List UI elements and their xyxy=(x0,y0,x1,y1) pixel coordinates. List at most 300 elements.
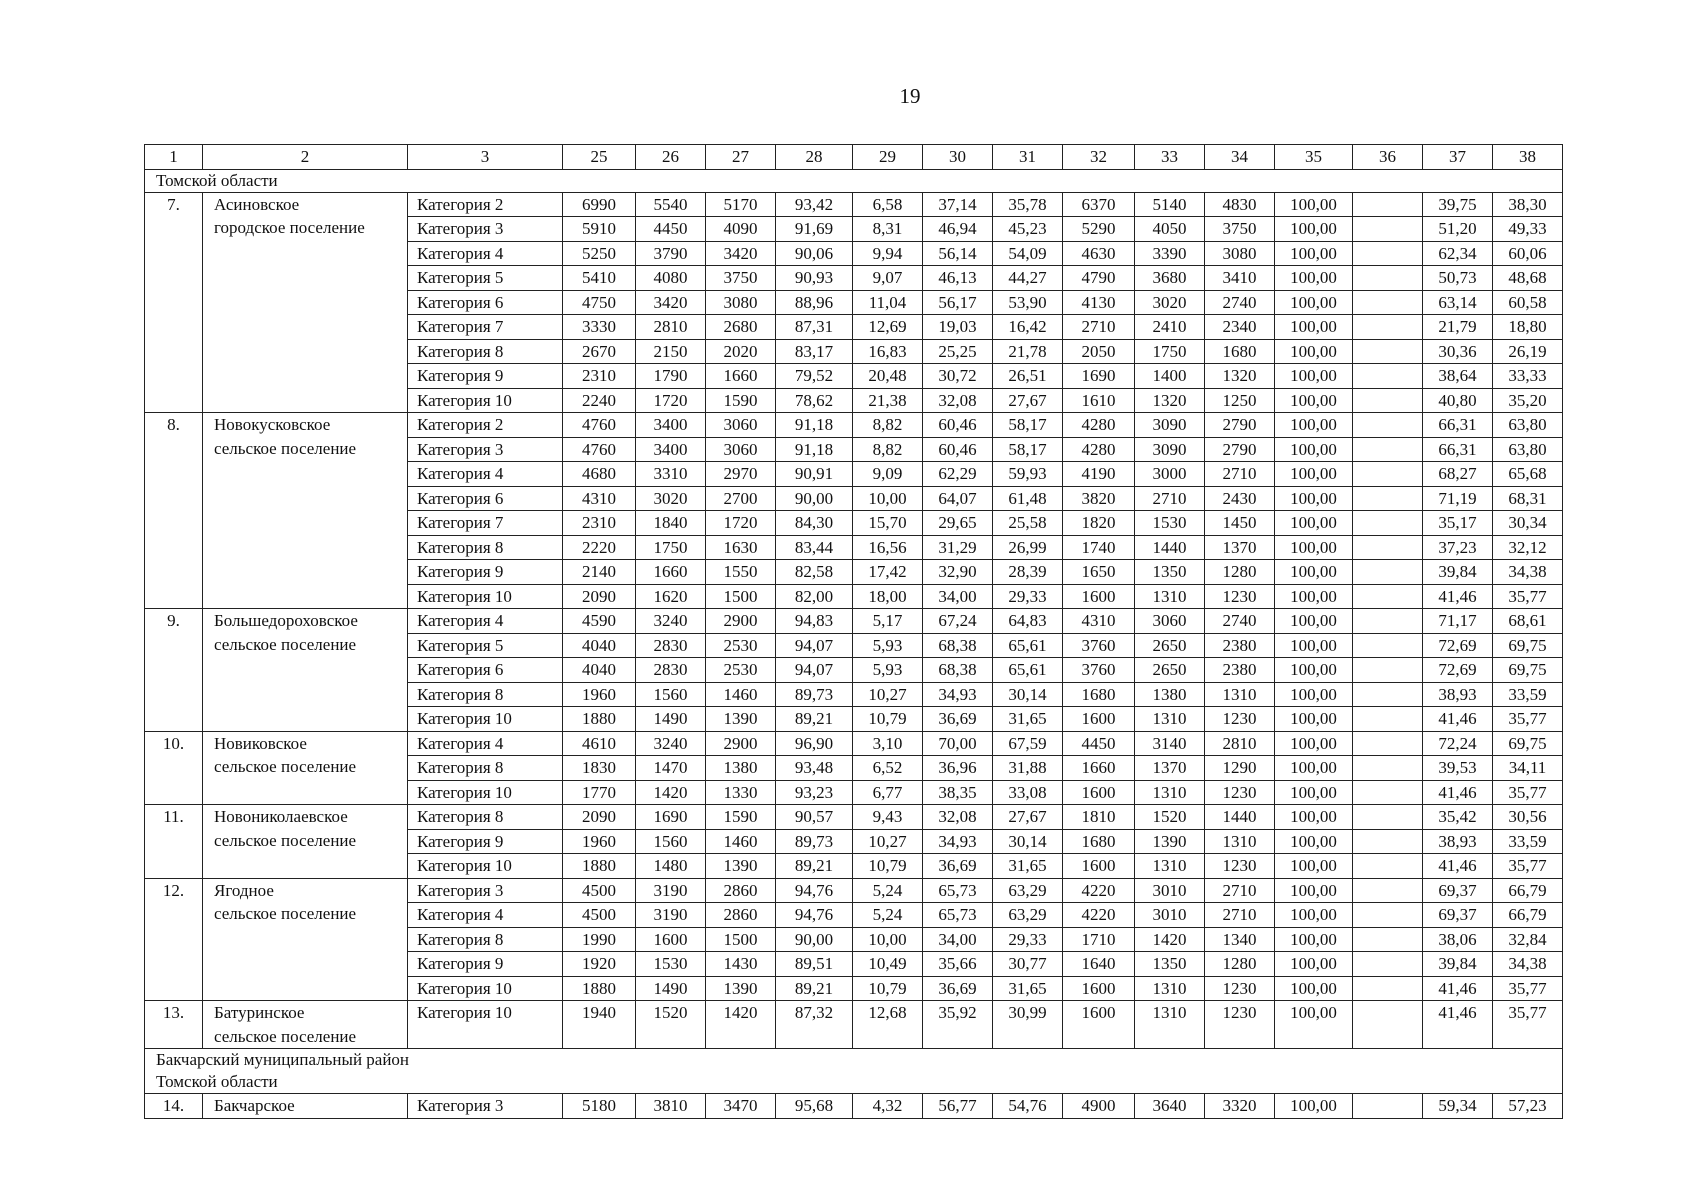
value-cell: 38,30 xyxy=(1493,192,1563,217)
value-cell: 65,61 xyxy=(993,658,1063,683)
value-cell: 59,34 xyxy=(1423,1094,1493,1119)
value-cell: 90,06 xyxy=(776,241,853,266)
category-cell: Категория 8 xyxy=(408,927,563,952)
value-cell: 25,25 xyxy=(923,339,993,364)
value-cell: 3820 xyxy=(1063,486,1135,511)
value-cell: 1880 xyxy=(563,976,636,1001)
value-cell: 100,00 xyxy=(1275,511,1353,536)
value-cell: 1290 xyxy=(1205,756,1275,781)
value-cell: 4280 xyxy=(1063,413,1135,438)
value-cell: 1530 xyxy=(636,952,706,977)
value-cell xyxy=(1353,388,1423,413)
value-cell: 4450 xyxy=(1063,731,1135,756)
value-cell: 2380 xyxy=(1205,658,1275,683)
value-cell xyxy=(1353,584,1423,609)
value-cell: 2670 xyxy=(563,339,636,364)
value-cell: 1370 xyxy=(1205,535,1275,560)
value-cell: 3060 xyxy=(1135,609,1205,634)
value-cell xyxy=(1353,633,1423,658)
value-cell: 4590 xyxy=(563,609,636,634)
value-cell: 2740 xyxy=(1205,609,1275,634)
value-cell: 3410 xyxy=(1205,266,1275,291)
value-cell: 2740 xyxy=(1205,290,1275,315)
value-cell: 89,21 xyxy=(776,707,853,732)
value-cell: 33,59 xyxy=(1493,682,1563,707)
value-cell: 56,17 xyxy=(923,290,993,315)
value-cell: 1490 xyxy=(636,976,706,1001)
value-cell: 1600 xyxy=(1063,584,1135,609)
value-cell: 1880 xyxy=(563,854,636,879)
value-cell: 4450 xyxy=(636,217,706,242)
value-cell: 37,23 xyxy=(1423,535,1493,560)
value-cell: 2710 xyxy=(1063,315,1135,340)
value-cell xyxy=(1353,1001,1423,1049)
value-cell xyxy=(1353,658,1423,683)
value-cell: 39,84 xyxy=(1423,952,1493,977)
value-cell: 2090 xyxy=(563,805,636,830)
value-cell: 35,92 xyxy=(923,1001,993,1049)
value-cell: 1600 xyxy=(1063,780,1135,805)
value-cell: 2090 xyxy=(563,584,636,609)
value-cell: 2530 xyxy=(706,633,776,658)
value-cell: 90,93 xyxy=(776,266,853,291)
value-cell xyxy=(1353,560,1423,585)
value-cell: 90,57 xyxy=(776,805,853,830)
value-cell: 10,00 xyxy=(853,486,923,511)
value-cell xyxy=(1353,339,1423,364)
column-number-header: 2 xyxy=(203,145,408,170)
data-table xyxy=(144,144,1563,1119)
value-cell: 1520 xyxy=(636,1001,706,1049)
value-cell: 100,00 xyxy=(1275,780,1353,805)
category-cell: Категория 9 xyxy=(408,364,563,389)
value-cell: 3810 xyxy=(636,1094,706,1119)
value-cell: 31,65 xyxy=(993,976,1063,1001)
value-cell: 17,42 xyxy=(853,560,923,585)
value-cell xyxy=(1353,805,1423,830)
value-cell: 4220 xyxy=(1063,903,1135,928)
value-cell: 48,68 xyxy=(1493,266,1563,291)
value-cell: 21,79 xyxy=(1423,315,1493,340)
value-cell: 94,83 xyxy=(776,609,853,634)
value-cell: 4680 xyxy=(563,462,636,487)
value-cell: 70,00 xyxy=(923,731,993,756)
value-cell: 56,14 xyxy=(923,241,993,266)
value-cell: 1430 xyxy=(706,952,776,977)
category-cell: Категория 3 xyxy=(408,217,563,242)
settlement-number: 14. xyxy=(145,1094,203,1119)
value-cell: 1310 xyxy=(1135,780,1205,805)
category-cell: Категория 6 xyxy=(408,658,563,683)
category-cell: Категория 5 xyxy=(408,633,563,658)
value-cell: 3060 xyxy=(706,437,776,462)
value-cell: 3080 xyxy=(1205,241,1275,266)
value-cell: 1820 xyxy=(1063,511,1135,536)
value-cell: 1960 xyxy=(563,682,636,707)
value-cell: 100,00 xyxy=(1275,952,1353,977)
value-cell: 1390 xyxy=(706,707,776,732)
value-cell: 100,00 xyxy=(1275,756,1353,781)
value-cell: 3750 xyxy=(1205,217,1275,242)
value-cell: 68,38 xyxy=(923,658,993,683)
value-cell: 1600 xyxy=(1063,1001,1135,1049)
value-cell: 2650 xyxy=(1135,658,1205,683)
value-cell: 4280 xyxy=(1063,437,1135,462)
value-cell: 29,33 xyxy=(993,927,1063,952)
value-cell: 100,00 xyxy=(1275,388,1353,413)
value-cell: 36,69 xyxy=(923,854,993,879)
value-cell: 5140 xyxy=(1135,192,1205,217)
value-cell: 3010 xyxy=(1135,903,1205,928)
value-cell: 69,75 xyxy=(1493,633,1563,658)
value-cell: 9,09 xyxy=(853,462,923,487)
category-cell: Категория 2 xyxy=(408,192,563,217)
value-cell: 2380 xyxy=(1205,633,1275,658)
value-cell: 1460 xyxy=(706,829,776,854)
value-cell: 30,14 xyxy=(993,829,1063,854)
value-cell: 41,46 xyxy=(1423,976,1493,1001)
value-cell: 5170 xyxy=(706,192,776,217)
value-cell: 100,00 xyxy=(1275,315,1353,340)
column-number-header: 36 xyxy=(1353,145,1423,170)
value-cell: 34,38 xyxy=(1493,952,1563,977)
region-row xyxy=(145,1049,1563,1094)
value-cell: 4080 xyxy=(636,266,706,291)
table-row xyxy=(145,805,1563,830)
value-cell xyxy=(1353,976,1423,1001)
value-cell: 2900 xyxy=(706,609,776,634)
value-cell: 3680 xyxy=(1135,266,1205,291)
value-cell: 1310 xyxy=(1135,854,1205,879)
settlement-name-line: Ягодное xyxy=(214,880,274,900)
value-cell: 12,68 xyxy=(853,1001,923,1049)
value-cell: 60,58 xyxy=(1493,290,1563,315)
value-cell: 2310 xyxy=(563,364,636,389)
value-cell: 35,77 xyxy=(1493,584,1563,609)
value-cell: 4750 xyxy=(563,290,636,315)
value-cell: 1450 xyxy=(1205,511,1275,536)
value-cell: 64,07 xyxy=(923,486,993,511)
settlement-number: 12. xyxy=(145,878,203,1001)
region-row xyxy=(145,169,1563,192)
value-cell: 90,91 xyxy=(776,462,853,487)
value-cell: 5410 xyxy=(563,266,636,291)
value-cell: 100,00 xyxy=(1275,633,1353,658)
value-cell: 20,48 xyxy=(853,364,923,389)
value-cell: 54,09 xyxy=(993,241,1063,266)
value-cell: 2810 xyxy=(1205,731,1275,756)
value-cell: 2340 xyxy=(1205,315,1275,340)
value-cell xyxy=(1353,535,1423,560)
value-cell: 2710 xyxy=(1135,486,1205,511)
value-cell: 2900 xyxy=(706,731,776,756)
value-cell xyxy=(1353,609,1423,634)
settlement-name xyxy=(203,805,408,879)
value-cell: 60,46 xyxy=(923,437,993,462)
table-row xyxy=(145,731,1563,756)
value-cell: 2830 xyxy=(636,658,706,683)
value-cell: 63,29 xyxy=(993,903,1063,928)
value-cell: 64,83 xyxy=(993,609,1063,634)
category-cell: Категория 10 xyxy=(408,707,563,732)
settlement-name-line: Бакчарское xyxy=(214,1096,295,1115)
value-cell: 34,38 xyxy=(1493,560,1563,585)
value-cell: 1230 xyxy=(1205,976,1275,1001)
value-cell: 1230 xyxy=(1205,854,1275,879)
value-cell: 4,32 xyxy=(853,1094,923,1119)
column-number-header: 28 xyxy=(776,145,853,170)
value-cell: 3420 xyxy=(636,290,706,315)
category-cell: Категория 7 xyxy=(408,315,563,340)
value-cell: 100,00 xyxy=(1275,658,1353,683)
value-cell: 4130 xyxy=(1063,290,1135,315)
value-cell: 100,00 xyxy=(1275,584,1353,609)
value-cell: 100,00 xyxy=(1275,927,1353,952)
value-cell: 38,93 xyxy=(1423,682,1493,707)
value-cell: 38,64 xyxy=(1423,364,1493,389)
value-cell: 93,42 xyxy=(776,192,853,217)
value-cell: 2220 xyxy=(563,535,636,560)
value-cell: 16,42 xyxy=(993,315,1063,340)
value-cell xyxy=(1353,511,1423,536)
value-cell: 28,39 xyxy=(993,560,1063,585)
value-cell: 31,29 xyxy=(923,535,993,560)
value-cell xyxy=(1353,1094,1423,1119)
value-cell: 83,44 xyxy=(776,535,853,560)
value-cell: 1960 xyxy=(563,829,636,854)
table-row xyxy=(145,609,1563,634)
value-cell: 3400 xyxy=(636,437,706,462)
value-cell: 68,27 xyxy=(1423,462,1493,487)
value-cell: 3080 xyxy=(706,290,776,315)
value-cell xyxy=(1353,192,1423,217)
table-row xyxy=(145,1094,1563,1119)
value-cell: 37,14 xyxy=(923,192,993,217)
settlement-name xyxy=(203,878,408,1001)
value-cell: 6,52 xyxy=(853,756,923,781)
column-number-header: 30 xyxy=(923,145,993,170)
value-cell: 29,33 xyxy=(993,584,1063,609)
value-cell: 1230 xyxy=(1205,1001,1275,1049)
settlement-number: 10. xyxy=(145,731,203,805)
value-cell: 100,00 xyxy=(1275,413,1353,438)
value-cell: 38,06 xyxy=(1423,927,1493,952)
value-cell: 83,17 xyxy=(776,339,853,364)
value-cell: 21,38 xyxy=(853,388,923,413)
value-cell xyxy=(1353,731,1423,756)
value-cell: 10,49 xyxy=(853,952,923,977)
value-cell: 46,94 xyxy=(923,217,993,242)
value-cell: 27,67 xyxy=(993,805,1063,830)
value-cell: 4610 xyxy=(563,731,636,756)
value-cell: 32,12 xyxy=(1493,535,1563,560)
value-cell: 1610 xyxy=(1063,388,1135,413)
settlement-name xyxy=(203,413,408,609)
value-cell: 31,65 xyxy=(993,854,1063,879)
value-cell: 100,00 xyxy=(1275,707,1353,732)
value-cell: 100,00 xyxy=(1275,192,1353,217)
value-cell xyxy=(1353,927,1423,952)
category-cell: Категория 8 xyxy=(408,756,563,781)
value-cell: 1640 xyxy=(1063,952,1135,977)
value-cell: 1620 xyxy=(636,584,706,609)
value-cell: 3790 xyxy=(636,241,706,266)
column-number-header: 27 xyxy=(706,145,776,170)
category-cell: Категория 10 xyxy=(408,780,563,805)
value-cell: 1390 xyxy=(1135,829,1205,854)
settlement-name xyxy=(203,731,408,805)
value-cell: 6370 xyxy=(1063,192,1135,217)
value-cell: 63,14 xyxy=(1423,290,1493,315)
value-cell: 100,00 xyxy=(1275,805,1353,830)
value-cell: 35,17 xyxy=(1423,511,1493,536)
value-cell: 2150 xyxy=(636,339,706,364)
value-cell: 26,19 xyxy=(1493,339,1563,364)
value-cell: 2650 xyxy=(1135,633,1205,658)
value-cell xyxy=(1353,413,1423,438)
value-cell: 1350 xyxy=(1135,560,1205,585)
category-cell: Категория 4 xyxy=(408,731,563,756)
value-cell: 2970 xyxy=(706,462,776,487)
value-cell: 89,21 xyxy=(776,976,853,1001)
value-cell: 79,52 xyxy=(776,364,853,389)
value-cell: 68,31 xyxy=(1493,486,1563,511)
value-cell: 40,80 xyxy=(1423,388,1493,413)
value-cell: 3190 xyxy=(636,878,706,903)
value-cell: 59,93 xyxy=(993,462,1063,487)
category-cell: Категория 10 xyxy=(408,976,563,1001)
value-cell: 5540 xyxy=(636,192,706,217)
value-cell: 5,17 xyxy=(853,609,923,634)
value-cell: 1710 xyxy=(1063,927,1135,952)
value-cell: 30,99 xyxy=(993,1001,1063,1049)
category-cell: Категория 4 xyxy=(408,609,563,634)
value-cell: 1680 xyxy=(1063,682,1135,707)
value-cell xyxy=(1353,364,1423,389)
value-cell: 3000 xyxy=(1135,462,1205,487)
category-cell: Категория 10 xyxy=(408,1001,563,1049)
value-cell: 100,00 xyxy=(1275,976,1353,1001)
value-cell: 69,75 xyxy=(1493,731,1563,756)
value-cell: 1770 xyxy=(563,780,636,805)
value-cell: 49,33 xyxy=(1493,217,1563,242)
value-cell: 1660 xyxy=(1063,756,1135,781)
value-cell: 19,03 xyxy=(923,315,993,340)
value-cell: 34,93 xyxy=(923,682,993,707)
value-cell: 100,00 xyxy=(1275,364,1353,389)
value-cell: 5,93 xyxy=(853,633,923,658)
value-cell: 1390 xyxy=(706,854,776,879)
value-cell: 8,31 xyxy=(853,217,923,242)
value-cell: 33,08 xyxy=(993,780,1063,805)
value-cell: 1590 xyxy=(706,388,776,413)
table-row xyxy=(145,192,1563,217)
value-cell: 5910 xyxy=(563,217,636,242)
value-cell: 5250 xyxy=(563,241,636,266)
category-cell: Категория 8 xyxy=(408,535,563,560)
value-cell xyxy=(1353,462,1423,487)
category-cell: Категория 4 xyxy=(408,903,563,928)
value-cell: 67,59 xyxy=(993,731,1063,756)
value-cell: 93,48 xyxy=(776,756,853,781)
value-cell: 4900 xyxy=(1063,1094,1135,1119)
value-cell: 95,68 xyxy=(776,1094,853,1119)
value-cell: 27,67 xyxy=(993,388,1063,413)
value-cell: 29,65 xyxy=(923,511,993,536)
value-cell: 1230 xyxy=(1205,584,1275,609)
value-cell: 1830 xyxy=(563,756,636,781)
value-cell: 3090 xyxy=(1135,437,1205,462)
value-cell: 1330 xyxy=(706,780,776,805)
value-cell: 5,24 xyxy=(853,878,923,903)
value-cell: 1680 xyxy=(1063,829,1135,854)
value-cell: 90,00 xyxy=(776,486,853,511)
column-number-header: 38 xyxy=(1493,145,1563,170)
value-cell: 3760 xyxy=(1063,658,1135,683)
value-cell xyxy=(1353,756,1423,781)
value-cell: 94,07 xyxy=(776,633,853,658)
value-cell: 8,82 xyxy=(853,413,923,438)
value-cell: 36,69 xyxy=(923,976,993,1001)
value-cell: 33,33 xyxy=(1493,364,1563,389)
value-cell: 8,82 xyxy=(853,437,923,462)
value-cell: 1560 xyxy=(636,682,706,707)
value-cell xyxy=(1353,878,1423,903)
settlement-name-line: сельское поселение xyxy=(214,438,357,458)
value-cell: 1690 xyxy=(1063,364,1135,389)
value-cell: 100,00 xyxy=(1275,290,1353,315)
table-body xyxy=(145,145,1563,1119)
value-cell: 1310 xyxy=(1135,976,1205,1001)
table-row xyxy=(145,1001,1563,1049)
value-cell: 1630 xyxy=(706,535,776,560)
value-cell xyxy=(1353,780,1423,805)
value-cell: 3240 xyxy=(636,731,706,756)
value-cell: 66,31 xyxy=(1423,413,1493,438)
value-cell: 58,17 xyxy=(993,437,1063,462)
settlement-name-line: Асиновское xyxy=(214,194,300,214)
value-cell: 10,79 xyxy=(853,707,923,732)
value-cell: 36,96 xyxy=(923,756,993,781)
value-cell xyxy=(1353,903,1423,928)
value-cell: 89,51 xyxy=(776,952,853,977)
value-cell: 1600 xyxy=(636,927,706,952)
category-cell: Категория 8 xyxy=(408,339,563,364)
value-cell: 96,90 xyxy=(776,731,853,756)
region-title xyxy=(145,1049,1563,1094)
value-cell: 44,27 xyxy=(993,266,1063,291)
value-cell: 3140 xyxy=(1135,731,1205,756)
value-cell: 3020 xyxy=(636,486,706,511)
value-cell: 1470 xyxy=(636,756,706,781)
value-cell: 61,48 xyxy=(993,486,1063,511)
value-cell: 82,00 xyxy=(776,584,853,609)
value-cell: 2430 xyxy=(1205,486,1275,511)
value-cell: 71,19 xyxy=(1423,486,1493,511)
value-cell: 3400 xyxy=(636,413,706,438)
value-cell: 30,56 xyxy=(1493,805,1563,830)
value-cell: 1550 xyxy=(706,560,776,585)
column-number-header: 3 xyxy=(408,145,563,170)
value-cell: 84,30 xyxy=(776,511,853,536)
value-cell: 32,90 xyxy=(923,560,993,585)
value-cell: 30,14 xyxy=(993,682,1063,707)
value-cell: 35,42 xyxy=(1423,805,1493,830)
value-cell: 11,04 xyxy=(853,290,923,315)
value-cell: 2860 xyxy=(706,878,776,903)
settlement-number: 9. xyxy=(145,609,203,732)
settlement-number: 13. xyxy=(145,1001,203,1049)
